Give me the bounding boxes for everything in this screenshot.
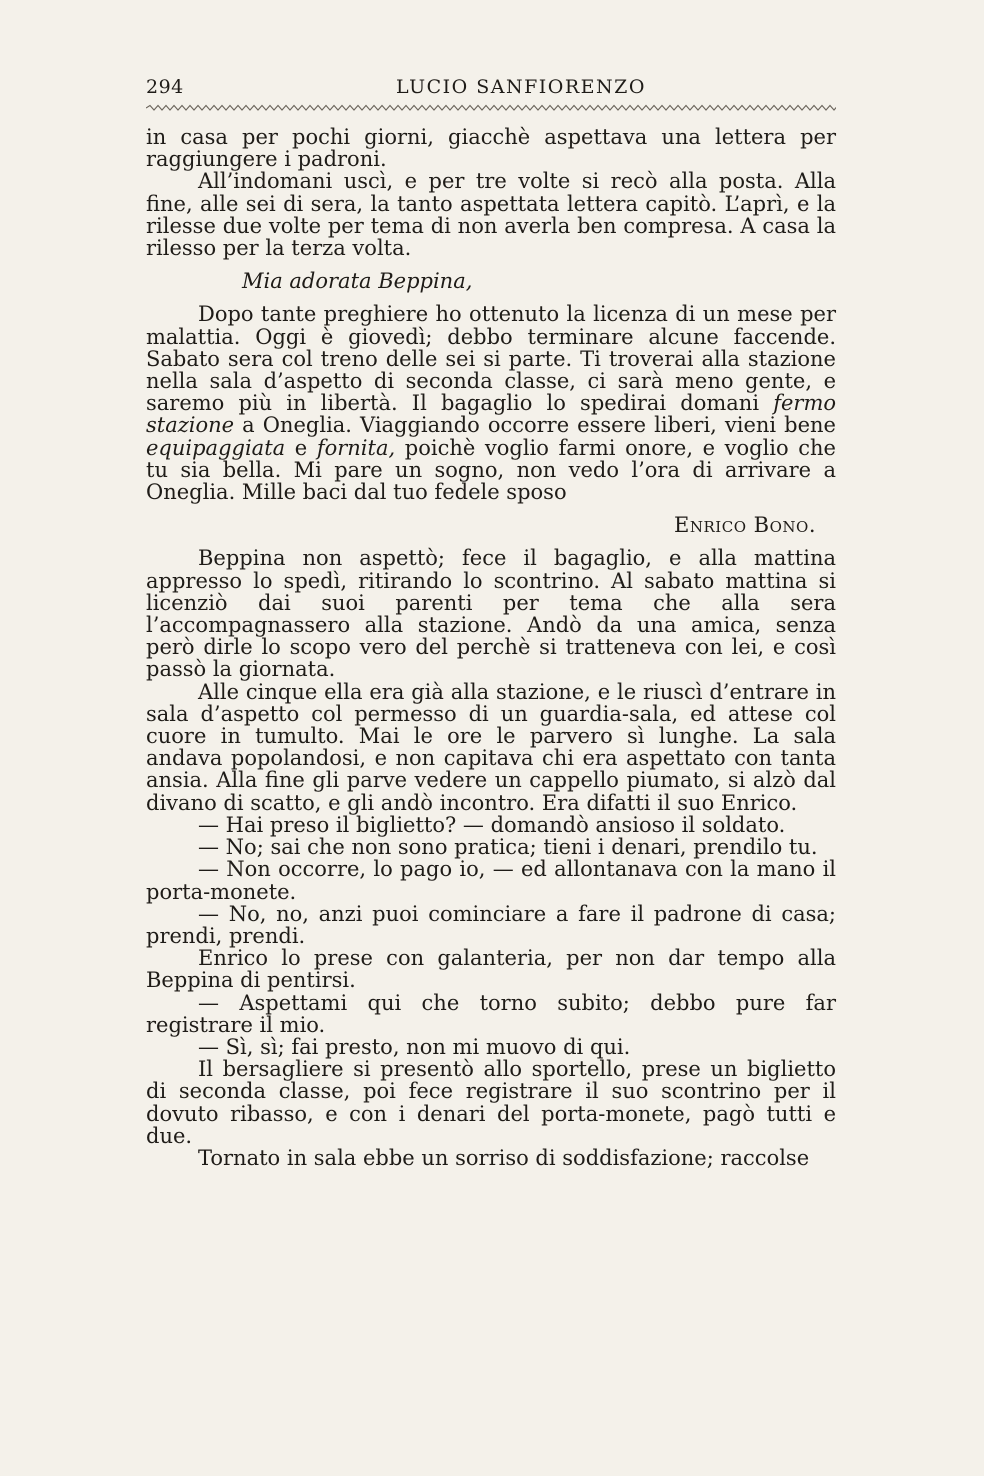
paragraph: Il bersagliere si presentò allo sportello, prese un biglietto di seconda classe, poi fece registrare il suo scontrino per il dovuto ribasso, e con i denari del porta-monete, pagò tutti e due. [146, 1057, 836, 1148]
letter-text: e [294, 435, 308, 460]
letter-signature: Enrico Bono. [674, 513, 816, 538]
page-number: 294 [146, 76, 184, 98]
paragraph: in casa per pochi giorni, giacchè aspettava una lettera per raggiungere i padroni. [146, 125, 836, 172]
running-title: LUCIO SANFIORENZO [396, 76, 646, 98]
dialogue-line: — No; sai che non sono pratica; tieni i denari, prendilo tu. [198, 835, 818, 860]
page-header [146, 76, 836, 106]
dialogue-line: — Hai preso il biglietto? — domandò ansioso il soldato. [198, 812, 786, 837]
letter-body [146, 303, 836, 503]
header-wavy-rule [146, 104, 836, 112]
letter-salutation: Mia adorata Beppina, [242, 269, 473, 294]
paragraph: Enrico lo prese con galanteria, per non dar tempo alla Beppina di pentirsi. [146, 946, 836, 993]
dialogue-line: — Aspettami qui che torno subito; debbo pure far registrare il mio. [146, 990, 836, 1037]
letter-text: a Oneglia. Viaggiando occorre essere liberi, vieni bene [242, 413, 836, 438]
letter-emphasis: fornita, [316, 435, 396, 460]
page-body [146, 126, 836, 1169]
letter-text: poichè voglio farmi onore, e voglio che tu sia bella. Mi pare un sogno, non vedo l’ora di arrivare a Oneglia. Mille baci dal tuo fedele sposo [146, 435, 836, 505]
letter-text: Dopo tante preghiere ho ottenuto la licenza di un mese per malattia. Oggi è giovedì; debbo terminare alcune faccende. Sabato sera col treno delle sei si parte. Ti troverai alla stazione nella sala d’aspetto di seconda classe, ci sarà meno gente, e saremo più in libertà. Il bagaglio lo spedirai domani [146, 302, 836, 416]
paragraph: All’indomani uscì, e per tre volte si recò alla posta. Alla fine, alle sei di sera, la tanto aspettata lettera capitò. L’aprì, e la rilesse due volte per tema di non averla ben compresa. A casa la rilesso per la terza volta. [146, 169, 836, 261]
letter-emphasis: equipaggiata [146, 435, 286, 460]
paragraph: Beppina non aspettò; fece il bagaglio, e alla mattina appresso lo spedì, ritirando lo scontrino. Al sabato mattina si licenziò dai suoi parenti per tema che alla sera l’accompagnassero alla stazione. Andò da una amica, senza però dirle lo scopo vero del perchè si tratteneva con lei, e così passò la giornata. [146, 546, 836, 682]
dialogue-line: — Sì, sì; fai presto, non mi muovo di qui. [198, 1034, 631, 1059]
dialogue-line: — Non occorre, lo pago io, — ed allontanava con la mano il porta-monete. [146, 857, 836, 904]
paragraph: Alle cinque ella era già alla stazione, e le riuscì d’entrare in sala d’aspetto col permesso di un guardia-sala, ed attese col cuore in tumulto. Mai le ore le parvero sì lunghe. La sala andava popolandosi, e non capitava chi era aspettato con tanta ansia. Alla fine gli parve vedere un cappello piumato, si alzò dal divano di scatto, e gli andò incontro. Era difatti il suo Enrico. [146, 679, 836, 815]
paragraph: Tornato in sala ebbe un sorriso di soddisfazione; raccolse [198, 1145, 810, 1170]
dialogue-line: — No, no, anzi puoi cominciare a fare il padrone di casa; prendi, prendi. [146, 901, 836, 948]
letter-emphasis: fermo stazione [146, 391, 836, 438]
